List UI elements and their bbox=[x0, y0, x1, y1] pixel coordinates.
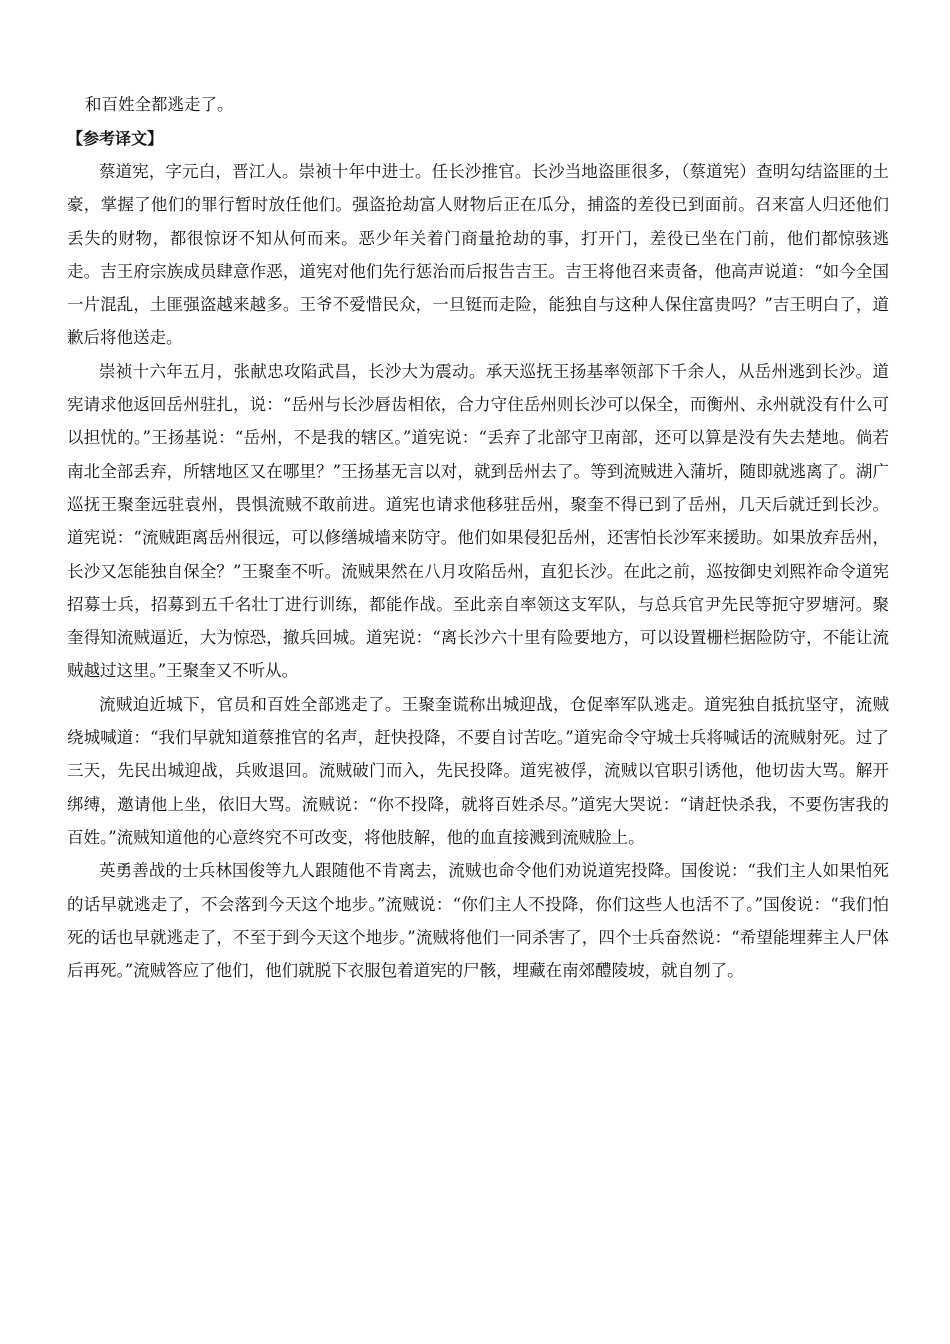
paragraph-3: 流贼迫近城下，官员和百姓全部逃走了。王聚奎谎称出城迎战，仓促率军队逃走。道宪独自抵抗坚守，流贼绕城喊道：“我们早就知道蔡推官的名声，赶快投降，不要自讨苦吃。”道宪命令守城士兵将喊话的流贼射死。过了三天，先民出城迎战，兵败退回。流贼破门而入，先民投降。道宪被俘，流贼以官职引诱他，他切齿大骂。解开绑缚，邀请他上坐，依旧大骂。流贼说：“你不投降，就将百姓杀尽。”道宪大哭说：“请赶快杀我，不要伤害我的百姓。”流贼知道他的心意终究不可改变，将他肢解，他的血直接溅到流贼脸上。 bbox=[67, 694, 889, 847]
translation-body bbox=[67, 155, 889, 987]
document-page bbox=[67, 95, 889, 987]
paragraph-1: 蔡道宪，字元白，晋江人。崇祯十年中进士。任长沙推官。长沙当地盗匪很多，（蔡道宪）查明勾结盗匪的土豪，掌握了他们的罪行暂时放任他们。强盗抢劫富人财物后正在瓜分，捕盗的差役已到面前。召来富人归还他们丢失的财物，都很惊讶不知从何而来。恶少年关着门商量抢劫的事，打开门，差役已坐在门前，他们都惊骇逃走。吉王府宗族成员肆意作恶，道宪对他们先行惩治而后报告吉王。吉王将他召来责备，他高声说道：“如今全国一片混乱，土匪强盗越来越多。王爷不爱惜民众，一旦铤而走险，能独自与这种人保住富贵吗？”吉王明白了，道歉后将他送走。 bbox=[67, 162, 889, 348]
section-heading: 【参考译文】 bbox=[67, 129, 164, 148]
continuation-line: 和百姓全都逃走了。 bbox=[85, 95, 234, 114]
paragraph-2: 崇祯十六年五月，张献忠攻陷武昌，长沙大为震动。承天巡抚王扬基率领部下千余人，从岳州逃到长沙。道宪请求他返回岳州驻扎，说：“岳州与长沙唇齿相依，合力守住岳州则长沙可以保全，而衡州、永州就没有什么可以担忧的。”王扬基说：“岳州，不是我的辖区。”道宪说：“丢弃了北部守卫南部，还可以算是没有失去楚地。倘若南北全部丢弃，所辖地区又在哪里？”王扬基无言以对，就到岳州去了。等到流贼进入蒲圻，随即就逃离了。湖广巡抚王聚奎远驻袁州，畏惧流贼不敢前进。道宪也请求他移驻岳州，聚奎不得已到了岳州，几天后就迁到长沙。道宪说：“流贼距离岳州很远，可以修缮城墙来防守。他们如果侵犯岳州，还害怕长沙军来援助。如果放弃岳州，长沙又怎能独自保全？”王聚奎不听。流贼果然在八月攻陷岳州，直犯长沙。在此之前，巡按御史刘熙祚命令道宪招募士兵，招募到五千名壮丁进行训练，都能作战。至此亲自率领这支军队，与总兵官尹先民等扼守罗塘河。聚奎得知流贼逼近，大为惊恐，撤兵回城。道宪说：“离长沙六十里有险要地方，可以设置栅栏据险防守，不能让流贼越过这里。”王聚奎又不听从。 bbox=[67, 361, 889, 681]
paragraph-4: 英勇善战的士兵林国俊等九人跟随他不肯离去，流贼也命令他们劝说道宪投降。国俊说：“我们主人如果怕死的话早就逃走了，不会落到今天这个地步。”流贼说：“你们主人不投降，你们这些人也活不了。”国俊说：“我们怕死的话也早就逃走了，不至于到今天这个地步。”流贼将他们一同杀害了，四个士兵奋然说：“希望能埋葬主人尸体后再死。”流贼答应了他们，他们就脱下衣服包着道宪的尸骸，埋藏在南郊醴陵坡，就自刎了。 bbox=[67, 861, 889, 981]
